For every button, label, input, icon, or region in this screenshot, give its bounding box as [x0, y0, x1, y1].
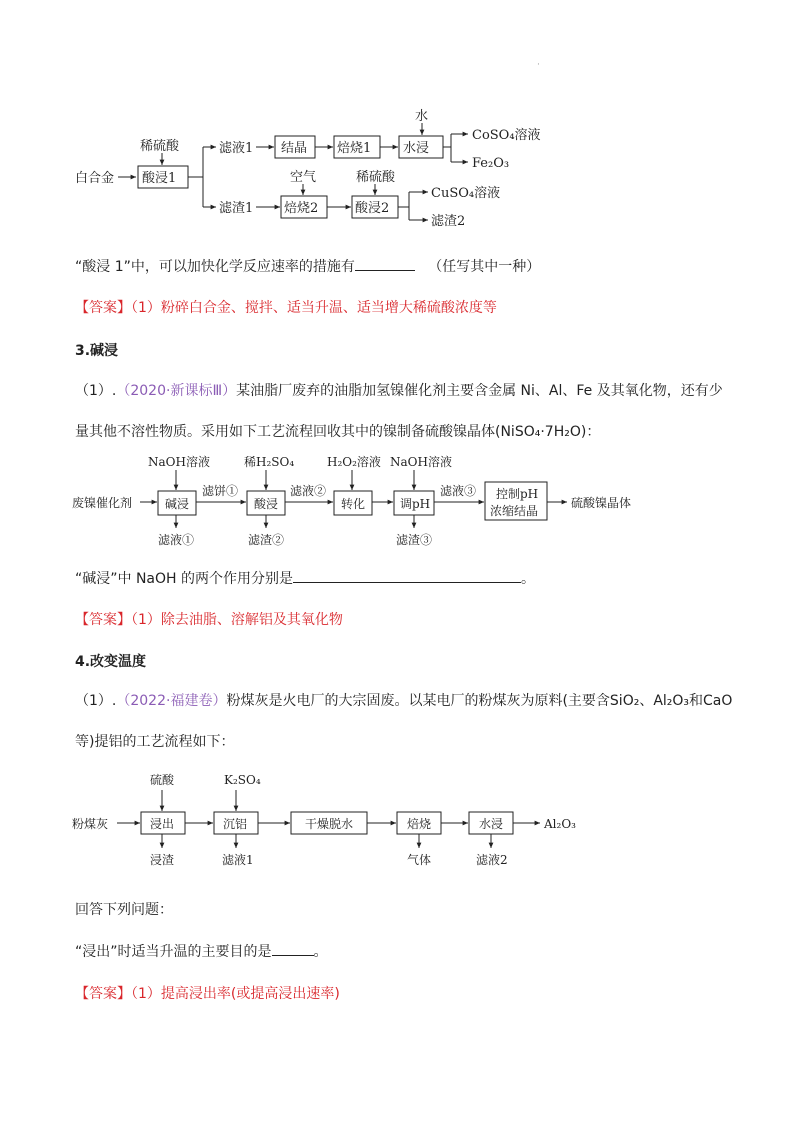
q1-answer-tag: 【答案】	[75, 300, 131, 316]
flow3-box-precip: 沉铝	[223, 817, 248, 831]
flow3-reagent-k2so4: K₂SO₄	[224, 773, 261, 787]
flow1-box-acid2: 酸浸2	[355, 201, 390, 216]
section3-intro-line1	[75, 380, 723, 400]
flow2-box-ph: 调pH	[400, 497, 431, 511]
flow1-box-roast2: 焙烧2	[284, 201, 319, 216]
flow1-reagent-air: 空气	[290, 170, 317, 185]
q3-question	[75, 568, 535, 588]
flow2-box-final-line2: 浓缩结晶	[490, 504, 539, 518]
flow2-reagent-h2o2: H₂O₂溶液	[327, 455, 381, 469]
flow3-reagent-acid: 硫酸	[150, 773, 175, 787]
flow-diagram-3	[0, 760, 794, 880]
q4-answer-blank	[272, 941, 314, 956]
flow1-reagent-acid: 稀硫酸	[140, 139, 180, 154]
flow1-out-coso4: CoSO₄溶液	[472, 128, 541, 143]
flow3-gas: 气体	[407, 853, 432, 867]
section3-source: （2020·新课标Ⅲ）	[116, 383, 237, 399]
q4-question-post: 。	[313, 944, 328, 960]
flow-diagram-2	[0, 440, 794, 560]
flow2-box-alkali: 碱浸	[165, 497, 190, 511]
q4-answer-tag: 【答案】	[75, 986, 131, 1002]
flow1-box-roast1: 焙烧1	[337, 141, 372, 156]
flow1-residue1: 滤渣1	[219, 201, 254, 216]
section3-intro-line2: 量其他不溶性物质。采用如下工艺流程回收其中的镍制备硫酸镍晶体(NiSO₄·7H₂O)：	[75, 424, 601, 440]
flow1-box-crystal: 结晶	[281, 141, 308, 156]
flow1-out-residue2: 滤渣2	[431, 214, 466, 229]
page-dot: ·	[537, 60, 540, 70]
flow1-filtrate1: 滤液1	[219, 141, 254, 156]
flow2-cake1: 滤饼①	[202, 484, 239, 498]
flow2-filtrate3: 滤液③	[440, 484, 477, 498]
q4-answer	[75, 983, 340, 1003]
flow1-start: 白合金	[75, 171, 115, 186]
flow-diagram-1	[0, 0, 794, 240]
q4-intro: 回答下列问题：	[75, 902, 173, 918]
flow3-box-leach: 浸出	[150, 817, 175, 831]
q1-question-post: （任写其中一种）	[428, 259, 541, 275]
q3-answer	[75, 609, 343, 629]
q1-answer	[75, 297, 497, 317]
section4-heading: 4.改变温度	[75, 654, 147, 670]
flow2-reagent-naoh: NaOH溶液	[148, 455, 210, 469]
q1-question	[75, 256, 540, 276]
flow3-filtrate1: 滤液1	[222, 853, 254, 867]
flow2-start: 废镍催化剂	[72, 496, 133, 510]
flow2-product: 硫酸镍晶体	[571, 496, 632, 510]
section4-intro-line2: 等)提铝的工艺流程如下：	[75, 734, 235, 750]
section3-text1: 某油脂厂废弃的油脂加氢镍催化剂主要含金属 Ni、Al、Fe 及其氧化物，还有少	[236, 383, 723, 399]
q3-answer-text: （1）除去油脂、溶解铝及其氧化物	[131, 612, 343, 628]
q1-answer-blank	[355, 256, 415, 271]
q4-question	[75, 941, 328, 961]
flow2-filtrate1: 滤液①	[158, 533, 195, 547]
q3-question-pre: “碱浸”中 NaOH 的两个作用分别是	[75, 571, 294, 587]
flow3-filtrate2: 滤液2	[476, 853, 508, 867]
flow1-box-acid1: 酸浸1	[142, 171, 177, 186]
q3-question-post: 。	[521, 571, 536, 587]
section4-num: （1）.	[75, 693, 117, 709]
flow2-filtrate2: 滤液②	[290, 484, 327, 498]
flow2-box-final-line1: 控制pH	[496, 487, 539, 501]
section4-text1: 粉煤灰是火电厂的大宗固废。以某电厂的粉煤灰为原料(主要含SiO₂、Al₂O₃和CaO	[226, 693, 733, 709]
section4-source: （2022·福建卷）	[116, 693, 227, 709]
flow1-out-cuso4: CuSO₄溶液	[431, 186, 501, 201]
flow3-product: Al₂O₃	[544, 817, 576, 831]
q3-answer-blank	[293, 568, 521, 583]
flow1-reagent-water: 水	[415, 109, 429, 124]
section3-heading: 3.碱浸	[75, 343, 119, 359]
section4-intro-line1	[75, 690, 732, 710]
q4-question-pre: “浸出”时适当升温的主要目的是	[75, 944, 272, 960]
flow3-residue-leach: 浸渣	[150, 853, 175, 867]
section3-num: （1）.	[75, 383, 117, 399]
flow1-box-water-leach: 水浸	[403, 141, 430, 156]
q1-question-pre: “酸浸 1”中，可以加快化学反应速率的措施有	[75, 259, 355, 275]
q1-answer-text: （1）粉碎白合金、搅拌、适当升温、适当增大稀硫酸浓度等	[131, 300, 497, 316]
flow1-out-fe2o3: Fe₂O₃	[472, 156, 510, 171]
flow3-box-roast: 焙烧	[407, 817, 432, 831]
q3-answer-tag: 【答案】	[75, 612, 131, 628]
flow2-reagent-h2so4: 稀H₂SO₄	[244, 455, 295, 469]
flow3-start: 粉煤灰	[72, 817, 109, 831]
flow1-reagent-acid2: 稀硫酸	[356, 170, 396, 185]
flow2-box-acid: 酸浸	[254, 497, 279, 511]
flow2-residue3: 滤渣③	[396, 533, 433, 547]
flow3-box-water: 水浸	[479, 817, 504, 831]
flow2-residue2: 滤渣②	[248, 533, 285, 547]
q4-answer-text: （1）提高浸出率(或提高浸出速率)	[131, 986, 340, 1002]
flow2-reagent-naoh2: NaOH溶液	[390, 455, 452, 469]
flow3-box-dry: 干燥脱水	[305, 817, 354, 831]
flow2-box-convert: 转化	[341, 497, 366, 511]
